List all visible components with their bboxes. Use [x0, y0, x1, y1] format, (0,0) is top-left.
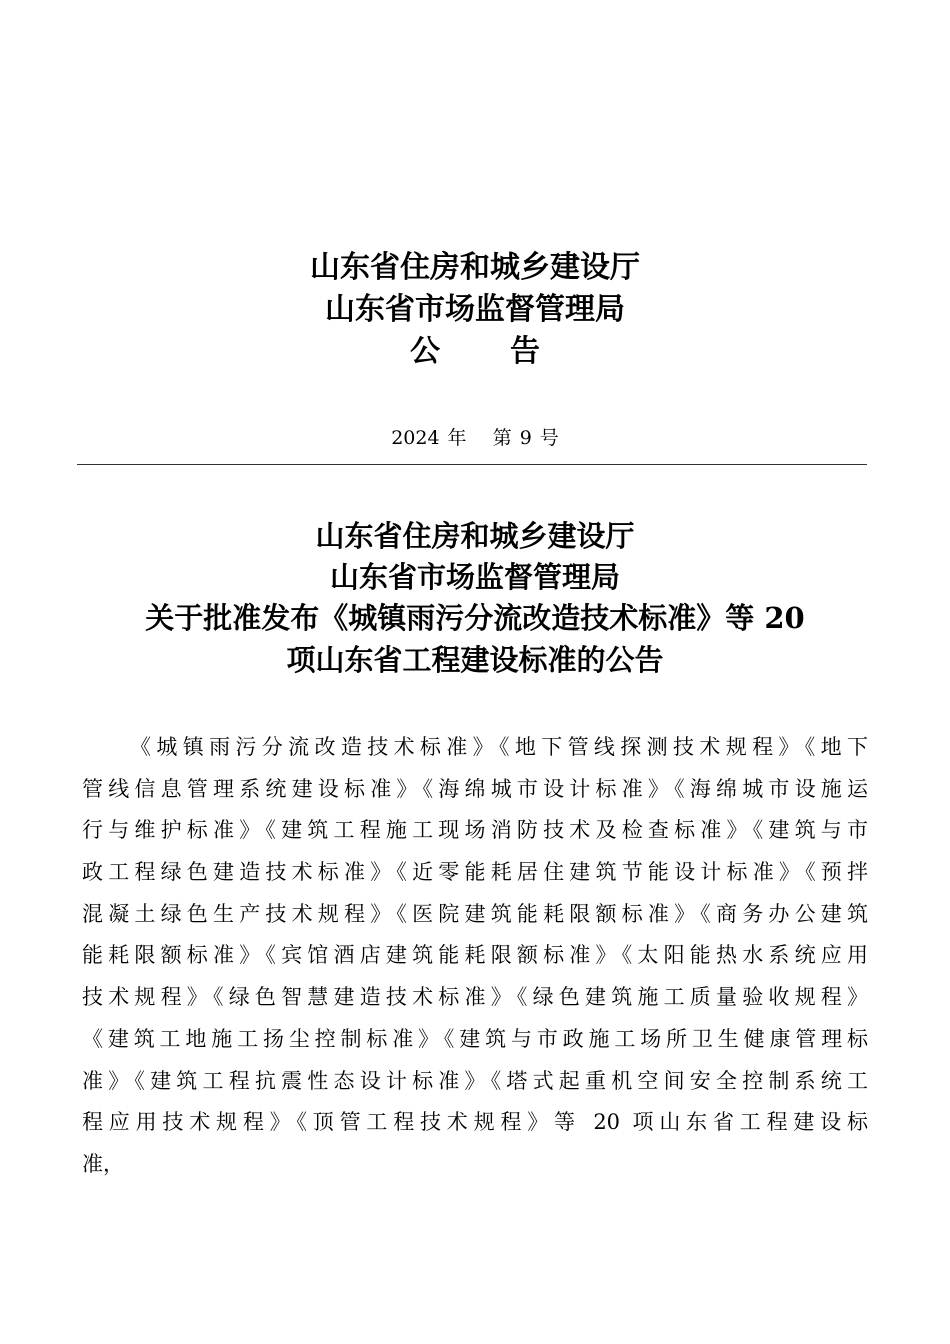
number-suffix: 号 [539, 427, 559, 449]
announcement-title-line-1: 山东省住房和城乡建设厅 [315, 519, 635, 553]
body-line: 技术规程》《绿色智慧建造技术标准》《绿色建筑施工质量验收规程》 [82, 985, 868, 1010]
body-line: 程应用技术规程》《顶管工程技术规程》等 20 项山东省工程建设标 [82, 1110, 868, 1135]
announcement-title-line-3: 关于批准发布《城镇雨污分流改造技术标准》等 20 [145, 601, 805, 635]
announcement-title-line-4: 项山东省工程建设标准的公告 [286, 643, 664, 677]
header-divider [77, 464, 867, 465]
body-line: 行与维护标准》《建筑工程施工现场消防技术及检查标准》《建筑与市 [82, 818, 868, 843]
body-paragraph [82, 727, 868, 1186]
document-type [0, 331, 950, 373]
body-line: 《城镇雨污分流改造技术标准》《地下管线探测技术规程》《地下 [130, 735, 868, 759]
document-type-char-1: 公 [410, 334, 440, 369]
body-line: 政工程绿色建造技术标准》《近零能耗居住建筑节能设计标准》《预拌 [82, 860, 868, 885]
issuer-name-1: 山东省住房和城乡建设厅 [310, 250, 640, 285]
document-type-char-2: 告 [510, 334, 540, 369]
document-number [0, 425, 950, 451]
number: 9 [519, 427, 532, 449]
body-line: 准》《建筑工程抗震性态设计标准》《塔式起重机空间安全控制系统工 [82, 1068, 868, 1093]
issuer-name-2: 山东省市场监督管理局 [325, 292, 625, 327]
body-line: 能耗限额标准》《宾馆酒店建筑能耗限额标准》《太阳能热水系统应用 [82, 943, 868, 968]
number-prefix: 第 [492, 427, 512, 449]
body-line: 混凝土绿色生产技术规程》《医院建筑能耗限额标准》《商务办公建筑 [82, 901, 868, 926]
body-line: 管线信息管理系统建设标准》《海绵城市设计标准》《海绵城市设施运 [82, 776, 868, 801]
year-suffix: 年 [447, 427, 467, 449]
announcement-title-line-2: 山东省市场监督管理局 [329, 560, 620, 594]
body-line: 《建筑工地施工扬尘控制标准》《建筑与市政施工场所卫生健康管理标 [82, 1026, 868, 1051]
year: 2024 [391, 427, 440, 449]
body-line: 准， [82, 1151, 124, 1176]
